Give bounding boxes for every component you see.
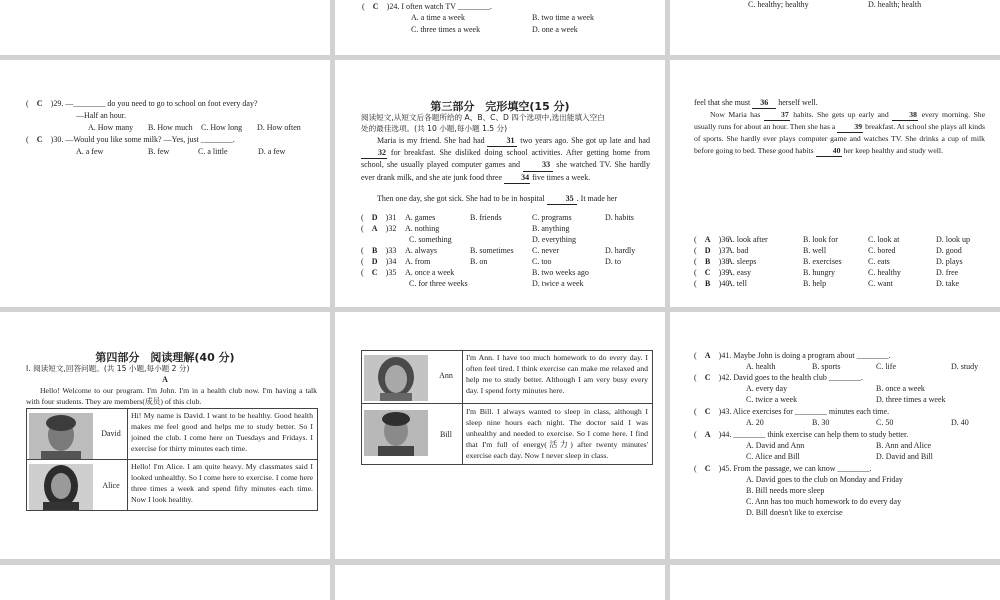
option: A. a few bbox=[76, 147, 104, 156]
option: B. once a week bbox=[876, 384, 925, 393]
member-row-bill bbox=[362, 403, 652, 465]
slide-top-middle bbox=[335, 0, 665, 55]
instructions: 处的最佳选项。(共 10 小题,每小题 1.5 分) bbox=[361, 124, 508, 133]
slide-reading-table-2 bbox=[335, 312, 665, 559]
member-name: David bbox=[101, 429, 121, 438]
question-41: ( A )41. Maybe John is doing a program about ________. bbox=[694, 351, 891, 360]
slide-bottom-left bbox=[0, 565, 330, 600]
option: B. Ann and Alice bbox=[876, 441, 932, 450]
option: D. 40 bbox=[951, 418, 969, 427]
blank-39: 39 bbox=[837, 121, 863, 133]
blank-36: 36 bbox=[752, 97, 776, 109]
slide-bottom-middle bbox=[335, 565, 665, 600]
option: A. How many bbox=[88, 123, 134, 132]
blank-37: 37 bbox=[764, 109, 790, 121]
question-42: ( C )42. David goes to the health club ________. bbox=[694, 373, 863, 382]
blank-32: 32 bbox=[361, 147, 387, 159]
question-24: ( C )24. I often watch TV ________. bbox=[362, 2, 492, 11]
blank-38: 38 bbox=[892, 109, 918, 121]
bill-photo bbox=[364, 406, 428, 460]
option: B. How much bbox=[148, 123, 193, 132]
option: A. a time a week bbox=[411, 13, 465, 22]
intro-paragraph: Hello! Welcome to our program. I'm John. I'm in a health club now. I'm having a talk with four students. They are members(成员) of this club. bbox=[26, 386, 317, 407]
instructions: Ⅰ. 阅读短文,回答问题。(共 15 小题,每小题 2 分) bbox=[26, 364, 190, 373]
members-table-2 bbox=[361, 350, 653, 465]
option: C. Alice and Bill bbox=[746, 452, 800, 461]
member-name: Bill bbox=[439, 430, 452, 439]
option: C. twice a week bbox=[746, 395, 798, 404]
member-row-david bbox=[27, 409, 317, 459]
blank-34: 34 bbox=[504, 172, 530, 184]
question-30: ( C )30. —Would you like some milk? —Yes, just ________. bbox=[26, 135, 235, 144]
slide-top-left bbox=[0, 0, 330, 55]
member-text: Hi! My name is David. I want to be healthy. Good health makes me feel good and helps me to study better. So I joined the club. I come here on Tuesdays and Fridays. I exercise for thirty minutes each time. bbox=[131, 411, 313, 453]
option: C. life bbox=[876, 362, 896, 371]
member-name: Alice bbox=[102, 481, 120, 490]
option: D. one a week bbox=[532, 25, 578, 34]
option: C. 50 bbox=[876, 418, 894, 427]
member-row-alice bbox=[27, 459, 317, 511]
option: A. David goes to the club on Monday and Friday bbox=[746, 475, 903, 484]
slide-reading-questions bbox=[670, 312, 1000, 559]
slide-top-right bbox=[670, 0, 1000, 55]
option: D. David and Bill bbox=[876, 452, 933, 461]
option: D. study bbox=[951, 362, 979, 371]
question-29: ( C )29. —________ do you need to go to school on foot every day? bbox=[26, 99, 258, 108]
question-43: ( C )43. Alice exercises for ________ minutes each time. bbox=[694, 407, 890, 416]
blank-33: 33 bbox=[523, 159, 553, 171]
option: D. How often bbox=[257, 123, 301, 132]
slide-cloze: 第三部分 完形填空(15 分) 阅读短文,从短文后各题所给的 A、B、C、D 四个选项中,选出能填入空白 处的最佳选项。(共 10 小题,每小题 1.5 分) Maria is my friend. She had had 31 two years ago. She got up late and had 32 for breakfast. She disliked doing school activities. After getting home from school, she usually played computer games and 33 she watched TV. She hardly ever drank milk, and she ate junk food three 34 five times a week. Then one day, she got sick. She had to be in hospital 35 . It made her ( D )31 A. games B. friends C. programs D. habits ( A )32 A. nothing B. anything C. something D. everything ( B )33 A. always B. sometimes C. never D. hardly ( D )34 A. from B. on C. too D. to ( C )35 A. once a week B. two weeks ago C. for three weeks D. twice a week bbox=[335, 60, 665, 307]
option: C. How long bbox=[201, 123, 243, 132]
option: B. sports bbox=[812, 362, 841, 371]
question-44: ( A )44. ________ think exercise can help them to study better. bbox=[694, 430, 909, 439]
option: B. Bill needs more sleep bbox=[746, 486, 825, 495]
member-text: I'm Ann. I have too much homework to do every day. I often feel tired. I think exercise can make me relaxed and help me to study better. Although I am very busy every day. I spend forty minutes here. bbox=[466, 353, 648, 395]
cloze-passage: Maria is my friend. She had had 31 two years ago. She got up late and had 32 for breakfast. She disliked doing school activities. After getting home from school, she usually played computer games and 33 she watched TV. She hardly ever drank milk, and she ate junk food three 34 five times a week. bbox=[361, 135, 650, 184]
section-title: 第四部分 阅读理解(40 分) bbox=[95, 351, 235, 364]
members-table bbox=[26, 408, 318, 511]
option: B. 30 bbox=[812, 418, 830, 427]
slide-reading bbox=[0, 312, 330, 559]
option: A. every day bbox=[746, 384, 788, 393]
member-text: I'm Bill. I always wanted to sleep in class, although I sleep nine hours each night. The doctor said I was unhealthy and needed to exercise. So I come here. I find that I'm full of energy(活力) after twenty minutes' exercise each day. Now I never sleep in class. bbox=[466, 407, 648, 460]
option: A. 20 bbox=[746, 418, 764, 427]
slide-questions-29-30 bbox=[0, 60, 330, 307]
slide-bottom-right bbox=[670, 565, 1000, 600]
option: C. a little bbox=[198, 147, 228, 156]
option: D. health; health bbox=[868, 0, 922, 9]
option: A. David and Ann bbox=[746, 441, 805, 450]
passage-letter: A bbox=[162, 375, 168, 384]
option: D. Bill doesn't like to exercise bbox=[746, 508, 843, 517]
slide-cloze-continued: feel that she must 36 herself well. Now Maria has 37 habits. She gets up early and 38 every morning. She usually runs for about an hour. Then she has a 39 breakfast. At school she plays all kinds of sports. She hardly ever plays computer game and watches TV. She drinks a cup of milk before going to bed. These good habits 40 her keep healthy and study well. ( A )36 A. look after B. look for C. look at D. look up ( D )37 A. bad B. well C. bored D. good ( B )38 A. sleeps B. exercises C. eats D. plays ( C )39 A. easy B. hungry C. healthy D. free ( B )40 A. tell B. help C. want D. take bbox=[670, 60, 1000, 307]
cloze-passage-2: Then one day, she got sick. She had to be in hospital 35 . It made her bbox=[361, 193, 650, 205]
question-45: ( C )45. From the passage, we can know ________. bbox=[694, 464, 872, 473]
option: B. two time a week bbox=[532, 13, 594, 22]
blank-35: 35 bbox=[547, 193, 577, 205]
alice-photo bbox=[29, 462, 93, 512]
option: A. health bbox=[746, 362, 776, 371]
question-29-reply: —Half an hour. bbox=[76, 111, 126, 120]
option: C. healthy; healthy bbox=[748, 0, 809, 9]
option: D. a few bbox=[258, 147, 286, 156]
ann-photo bbox=[364, 353, 428, 403]
option: B. few bbox=[148, 147, 170, 156]
member-text: Hello! I'm Alice. I am quite heavy. My classmates said I looked unhealthy. So I come here to exercise. I come here three times a week and spend fifty minutes each time. Now I look healthy. bbox=[131, 462, 313, 504]
section-title: 第三部分 完形填空(15 分) bbox=[430, 100, 570, 113]
cloze-passage-continued: Now Maria has 37 habits. She gets up early and 38 every morning. She usually runs for about an hour. Then she has a 39 breakfast. At school she plays all kinds of sports. She hardly ever plays computer game and watches TV. She drinks a cup of milk before going to bed. These good habits 40 her keep healthy and study well. bbox=[694, 109, 985, 157]
blank-40: 40 bbox=[816, 145, 842, 157]
passage-line: feel that she must 36 herself well. bbox=[694, 97, 818, 109]
option: D. three times a week bbox=[876, 395, 946, 404]
david-photo bbox=[29, 411, 93, 461]
member-name: Ann bbox=[439, 371, 453, 380]
option: C. Ann has too much homework to do every day bbox=[746, 497, 902, 506]
option: C. three times a week bbox=[411, 25, 481, 34]
instructions: 阅读短文,从短文后各题所给的 A、B、C、D 四个选项中,选出能填入空白 bbox=[361, 113, 605, 122]
blank-31: 31 bbox=[487, 135, 517, 147]
member-row-ann bbox=[362, 351, 652, 403]
